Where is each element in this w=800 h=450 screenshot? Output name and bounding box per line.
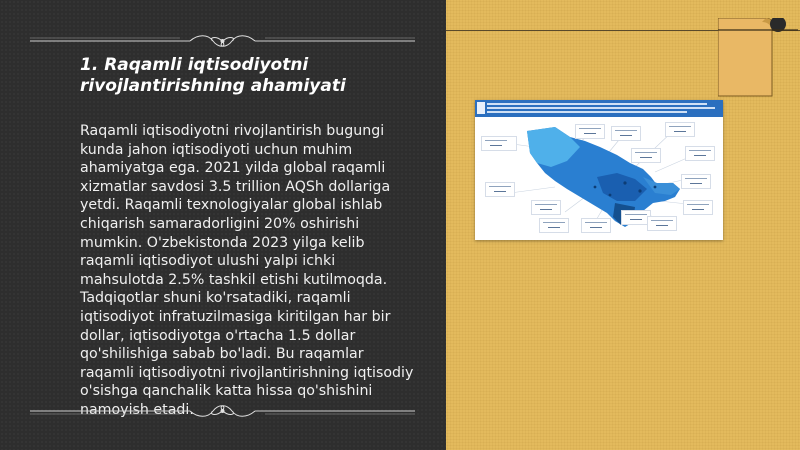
map-header	[475, 100, 723, 117]
slide-title: 1. Raqamli iqtisodiyotni rivojlantirishning ahamiyati	[80, 55, 346, 96]
folded-tab-icon	[718, 18, 800, 100]
slide-body-text: Raqamli iqtisodiyotni rivojlantirish bugungi kunda jahon iqtisodiyoti uchun muhim ahamiyatga ega. 2021 yilda global raqamli xizmatlar savdosi 3.5 trillion AQSh dollariga yetdi. Raqamli texnologiyalar global ishlab chiqarish samaradorligini 20% oshirishi mumkin. O'zbekistonda 2023 yilga kelib raqamli iqtisodiyot ulushi yalpi ichki mahsulotda 2.5% tashkil etishi kutilmoqda. Tadqiqotlar shuni ko'rsatadiki, raqamli iqtisodiyot infratuzilmasiga kiritilgan har bir dollar, iqtisodiyotga o'rtacha 1.5 dollar qo'shilishiga sabab bo'ladi. Bu raqamlar raqamli iqtisodiyotni rivojlantirishning iqtisodiy o'sishga qanchalik katta hissa qo'shishini namoyish etadi.	[80, 123, 414, 418]
ornamental-divider-icon	[30, 34, 415, 48]
logo-icon	[477, 102, 485, 114]
uzbekistan-map-infographic	[475, 100, 723, 240]
ornamental-divider-icon	[30, 404, 415, 418]
